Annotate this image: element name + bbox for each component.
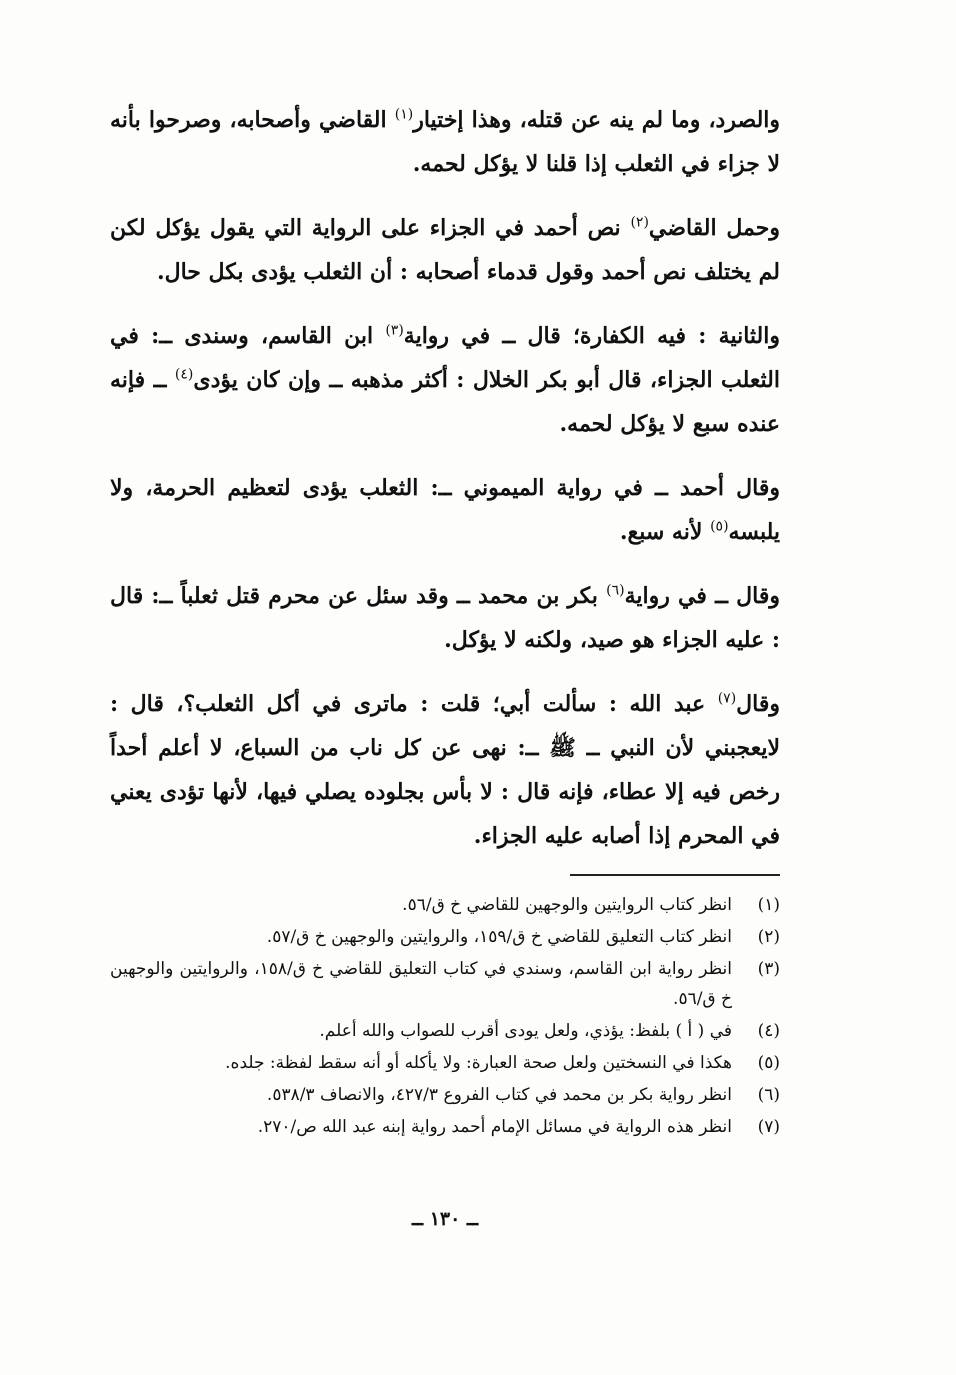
footnote-number: (٣) — [757, 959, 780, 979]
footnote-ref[interactable]: (٤) — [174, 366, 194, 383]
footnote-item — [110, 1016, 780, 1046]
footnote-number: (٦) — [757, 1085, 780, 1105]
footnote-ref[interactable]: (٦) — [606, 582, 625, 599]
page-number: ــ ١٣٠ ــ — [411, 1208, 479, 1230]
paragraph-6: وقال$^{(٧)}$ عبد الله : سألت أبي؛ قلت : ماترى في أكل الثعلب؟، قال : لايعجبني لأن النبي ــ ﷺ ــ: نهى عن كل ناب من السباع، لا أعلم أحداً رخص فيه إلا عطاء، فإنه قال : لا بأس بجلوده يصلي فيها، لأنها تؤدى يعني في المحرم إذا أصابه عليه الجزاء. — [110, 690, 780, 849]
footnote-item — [110, 1112, 780, 1142]
footnote-number: (٥) — [757, 1053, 780, 1073]
footnote-text: انظر هذه الرواية في مسائل الإمام أحمد رواية إبنه عبد الله ص/٢٧٠. — [257, 1117, 732, 1137]
footnote-item — [110, 1048, 780, 1078]
footnote-ref[interactable]: (٧) — [717, 690, 737, 707]
footnote-ref[interactable]: (٣) — [385, 322, 404, 339]
footnote-number: (٤) — [757, 1021, 780, 1041]
footnote-ref[interactable]: (٢) — [630, 214, 649, 231]
footnote-text: انظر كتاب التعليق للقاضي خ ق/١٥٩، والروايتين والوجهين خ ق/٥٧. — [266, 927, 732, 947]
footnotes-section — [110, 890, 780, 1144]
paragraph-3: والثانية : فيه الكفارة؛ قال ــ في رواية$^{(٣)}$ ابن القاسم، وسندى ــ: في الثعلب الجزاء، قال أبو بكر الخلال : أكثر مذهبه ــ وإن كان يؤدى$^{(٤)}$ ــ فإنه عنده سبع لا يؤكل لحمه. — [110, 322, 780, 437]
footnote-ref[interactable]: (١) — [394, 106, 414, 123]
footnote-number: (١) — [757, 895, 780, 915]
paragraph-1: والصرد، وما لم ينه عن قتله، وهذا إختيار$^{(١)}$ القاضي وأصحابه، وصرحوا بأنه لا جزاء في الثعلب إذا قلنا لا يؤكل لحمه. — [110, 106, 781, 177]
footnote-text: انظر رواية بكر بن محمد في كتاب الفروع ٤٢٧/٣، والانصاف ٥٣٨/٣. — [266, 1085, 732, 1105]
footnote-text: في ( أ ) بلفظ: يؤذي، ولعل يودى أقرب للصواب والله أعلم. — [319, 1021, 732, 1041]
footnote-item — [110, 954, 780, 1014]
footnote-text: انظر رواية ابن القاسم، وسندي في كتاب التعليق للقاضي خ ق/١٥٨، والروايتين والوجهين خ ق/٥٦. — [110, 959, 732, 1009]
paragraph-4: وقال أحمد ــ في رواية الميموني ــ: الثعلب يؤدى لتعظيم الحرمة، ولا يلبسه$^{(٥)}$ لأنه سبع. — [110, 475, 780, 545]
footnote-number: (٢) — [757, 927, 780, 947]
footnote-item — [110, 890, 780, 920]
footnote-text: هكذا في النسختين ولعل صحة العبارة: ولا يأكله أو أنه سقط لفظة: جلده. — [225, 1053, 732, 1073]
footnote-text: انظر كتاب الروايتين والوجهين للقاضي خ ق/٥٦. — [402, 895, 732, 915]
page-body — [110, 98, 780, 1375]
footnote-ref[interactable]: (٥) — [710, 518, 729, 535]
paragraph-5: وقال ــ في رواية$^{(٦)}$ بكر بن محمد ــ وقد سئل عن محرم قتل ثعلباً ــ: قال : عليه الجزاء هو صيد، ولكنه لا يؤكل. — [110, 582, 780, 653]
paragraph-2: وحمل القاضي$^{(٢)}$ نص أحمد في الجزاء على الرواية التي يقول يؤكل لكن لم يختلف نص أحمد وقول قدماء أصحابه : أن الثعلب يؤدى بكل حال. — [110, 214, 780, 285]
footnote-divider — [570, 874, 780, 876]
footnote-item — [110, 1080, 780, 1110]
footnote-number: (٧) — [757, 1117, 780, 1137]
footnote-item — [110, 922, 780, 952]
main-text — [110, 98, 780, 858]
